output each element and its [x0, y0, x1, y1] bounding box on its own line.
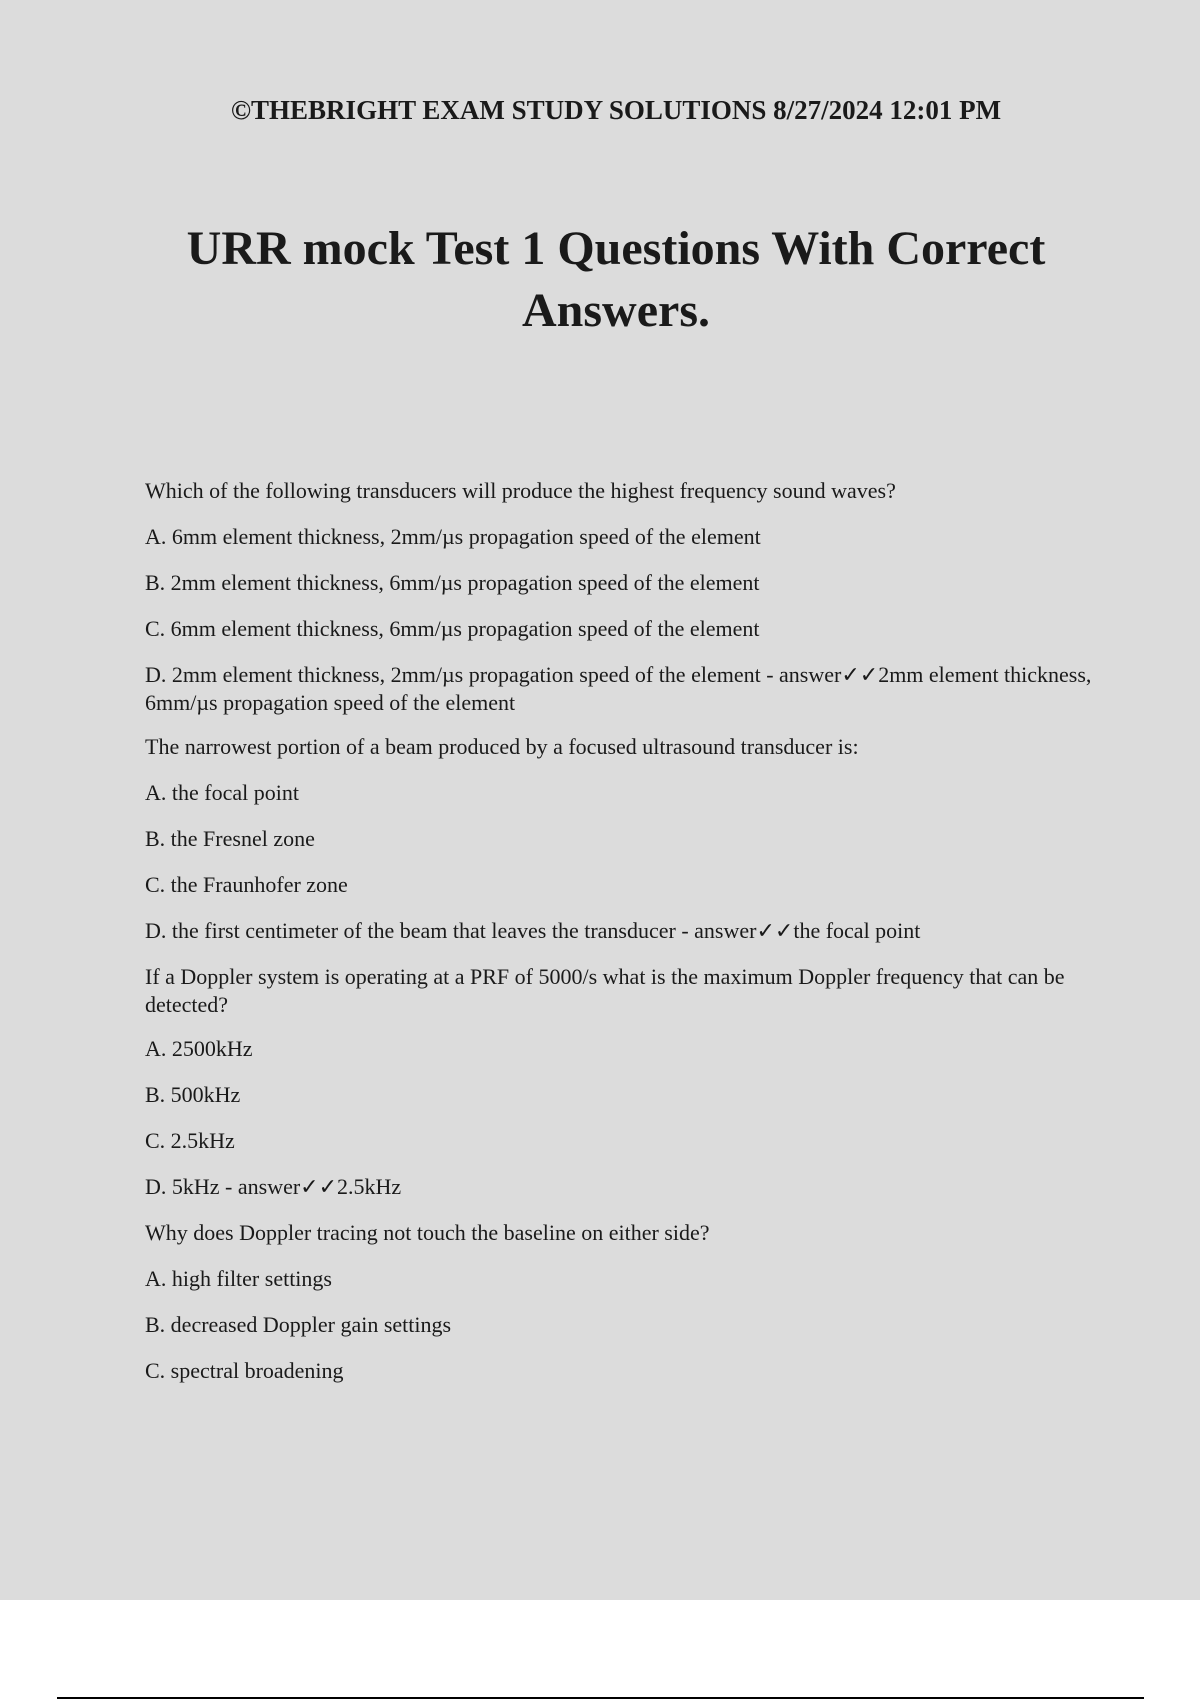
answer-option: C. the Fraunhofer zone: [145, 872, 348, 897]
page-header: ©THEBRIGHT EXAM STUDY SOLUTIONS 8/27/2024 12:01 PM: [230, 95, 1002, 125]
answer-option: A. the focal point: [145, 780, 299, 805]
question-prompt: Which of the following transducers will produce the highest frequency sound waves?: [145, 478, 896, 503]
question-list: [145, 477, 1100, 1403]
answer-option-with-key: D. 2mm element thickness, 2mm/µs propagation speed of the element - answer✓✓2mm element thickness, 6mm/µs propagation speed of the element: [145, 662, 1092, 715]
answer-option: B. 2mm element thickness, 6mm/µs propagation speed of the element: [145, 570, 760, 595]
answer-option: B. decreased Doppler gain settings: [145, 1312, 452, 1337]
title-line-1: URR mock Test 1 Questions With Correct: [186, 222, 1046, 275]
answer-option: A. 2500kHz: [145, 1036, 253, 1061]
title-line-2: Answers.: [522, 284, 710, 337]
answer-option: C. 6mm element thickness, 6mm/µs propagation speed of the element: [145, 616, 760, 641]
answer-option-with-key: D. the first centimeter of the beam that leaves the transducer - answer✓✓the focal point: [145, 918, 921, 943]
footer-divider: [57, 1697, 1144, 1699]
answer-option: A. 6mm element thickness, 2mm/µs propagation speed of the element: [145, 524, 761, 549]
question-prompt: If a Doppler system is operating at a PRF of 5000/s what is the maximum Doppler frequency that can be detected?: [145, 964, 1065, 1017]
answer-option-with-key: D. 5kHz - answer✓✓2.5kHz: [145, 1174, 402, 1199]
answer-option: C. spectral broadening: [145, 1358, 344, 1383]
answer-option: B. 500kHz: [145, 1082, 241, 1107]
question-prompt: Why does Doppler tracing not touch the baseline on either side?: [145, 1220, 710, 1245]
answer-option: B. the Fresnel zone: [145, 826, 315, 851]
question-prompt: The narrowest portion of a beam produced by a focused ultrasound transducer is:: [145, 734, 859, 759]
answer-option: A. high filter settings: [145, 1266, 332, 1291]
document-title: [0, 218, 1200, 342]
answer-option: C. 2.5kHz: [145, 1128, 235, 1153]
